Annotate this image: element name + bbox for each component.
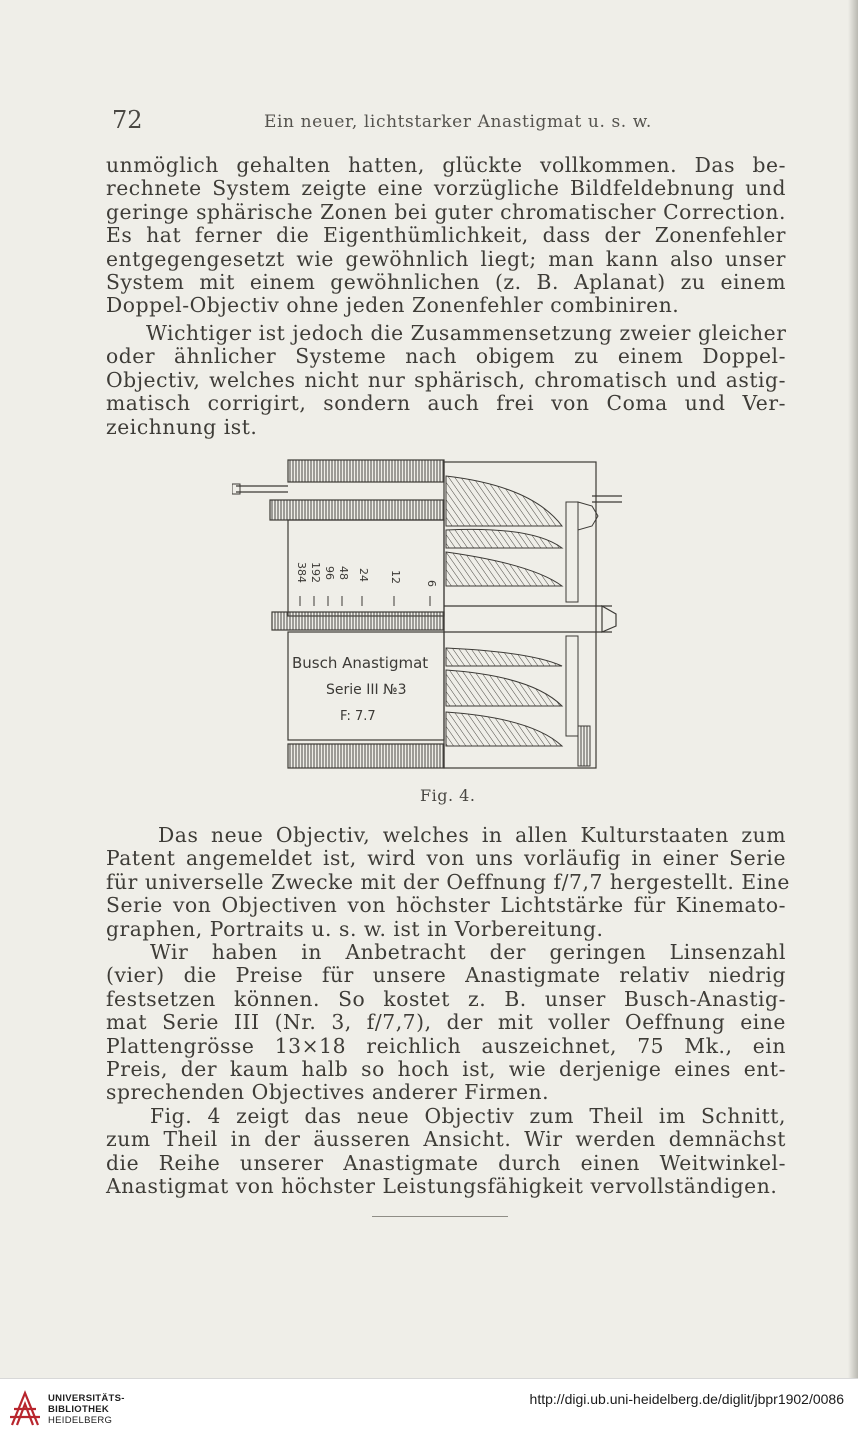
text-line: (vier) die Preise für unsere Anastigmate relativ niedrig — [106, 963, 786, 988]
paragraph-2 — [106, 322, 786, 439]
text-line: die Reihe unserer Anastigmate durch einen Weitwinkel- — [106, 1150, 786, 1175]
text-line: zum Theil in der äusseren Ansicht. Wir werden demnächst — [106, 1127, 786, 1152]
aperture-scale-label: 96 — [323, 566, 336, 580]
text-line: rechnete System zeigte eine vorzügliche Bildfeldebnung und — [106, 176, 786, 201]
aperture-scale-label: 48 — [337, 566, 350, 580]
text-line: Doppel-Objectiv ohne jeden Zonenfehler combiniren. — [106, 293, 680, 318]
paragraph-4 — [106, 941, 786, 1105]
library-name-line-1: UNIVERSITÄTS- — [48, 1393, 125, 1404]
text-line: Preis, der kaum halb so hoch ist, wie derjenige eines ent- — [106, 1057, 786, 1082]
aperture-scale-label: 6 — [425, 580, 438, 587]
text-line: zeichnung ist. — [106, 414, 258, 439]
lens-cross-section-figure — [232, 456, 622, 776]
library-name-line-3: HEIDELBERG — [48, 1415, 113, 1426]
viewer-footer — [0, 1378, 858, 1440]
text-line: Es hat ferner die Eigenthümlichkeit, dass der Zonenfehler — [106, 223, 786, 248]
text-line: Patent angemeldet ist, wird von uns vorläufig in einer Serie — [106, 846, 786, 871]
text-line: sprechenden Objectives anderer Firmen. — [106, 1080, 550, 1105]
library-name-line-2: BIBLIOTHEK — [48, 1404, 110, 1415]
permalink-url[interactable]: http://digi.ub.uni-heidelberg.de/diglit/jbpr1902/0086 — [529, 1391, 844, 1407]
text-line: Fig. 4 zeigt das neue Objectiv zum Theil im Schnitt, — [150, 1104, 786, 1128]
text-line: mat Serie III (Nr. 3, f/7,7), der mit voller Oeffnung eine — [106, 1010, 786, 1035]
text-line: Plattengrösse 13×18 reichlich auszeichnet, 75 Mk., ein — [106, 1033, 786, 1058]
running-title: Ein neuer, lichtstarker Anastigmat u. s. w. — [264, 112, 652, 132]
aperture-scale-label: 192 — [309, 562, 322, 583]
lens-bottom-ring — [288, 744, 444, 768]
engraving-line-1: Busch Anastigmat — [292, 654, 429, 672]
text-line: oder ähnlicher Systeme nach obigem zu einem Doppel- — [106, 344, 786, 369]
text-line: geringe sphärische Zonen bei guter chromatischer Correction. — [106, 199, 786, 224]
page-number: 72 — [112, 106, 143, 134]
paragraph-1 — [106, 154, 786, 318]
library-name[interactable] — [48, 1393, 125, 1426]
text-line: Serie von Objectiven von höchster Lichtstärke für Kinemato- — [106, 893, 786, 918]
aperture-scale-label: 12 — [389, 570, 402, 584]
university-library-logo-icon[interactable] — [8, 1387, 42, 1431]
text-line: System mit einem gewöhnlichen (z. B. Aplanat) zu einem — [106, 270, 786, 295]
lens-top-ring — [288, 460, 444, 482]
text-line: matisch corrigirt, sondern auch frei von Coma und Ver- — [106, 391, 786, 416]
paragraph-3 — [106, 823, 790, 941]
engraving-line-3: F: 7.7 — [340, 709, 376, 724]
front-lens-element — [446, 476, 562, 526]
text-line: Objectiv, welches nicht nur sphärisch, chromatisch und astig- — [106, 367, 786, 392]
figure-caption: Fig. 4. — [420, 786, 476, 805]
rear-lens-element — [446, 648, 562, 666]
text-line: Wir haben in Anbetracht der geringen Linsenzahl — [150, 940, 786, 964]
text-line: Anastigmat von höchster Leistungsfähigkeit vervollständigen. — [106, 1174, 778, 1199]
aperture-scale-label: 24 — [357, 568, 370, 582]
text-line: graphen, Portraits u. s. w. ist in Vorbereitung. — [106, 916, 604, 941]
text-line: unmöglich gehalten hatten, glückte vollkommen. Das be- — [106, 153, 786, 177]
engraving-line-2: Serie III №3 — [326, 682, 407, 698]
paragraph-5 — [106, 1105, 786, 1199]
text-line: festsetzen können. So kostet z. B. unser Busch-Anastig- — [106, 986, 786, 1011]
page-edge-shadow — [848, 0, 858, 1378]
aperture-scale-label: 384 — [295, 562, 308, 583]
text-line: entgegengesetzt wie gewöhnlich liegt; man kann also unser — [106, 246, 786, 271]
aperture-scale — [295, 562, 438, 606]
text-line: für universelle Zwecke mit der Oeffnung f/7,7 hergestellt. Eine — [106, 869, 790, 894]
text-line: Das neue Objectiv, welches in allen Kulturstaaten zum — [158, 823, 786, 847]
text-line: Wichtiger ist jedoch die Zusammensetzung zweier gleicher — [146, 321, 787, 345]
section-end-rule — [372, 1216, 508, 1217]
page-header — [112, 106, 788, 136]
